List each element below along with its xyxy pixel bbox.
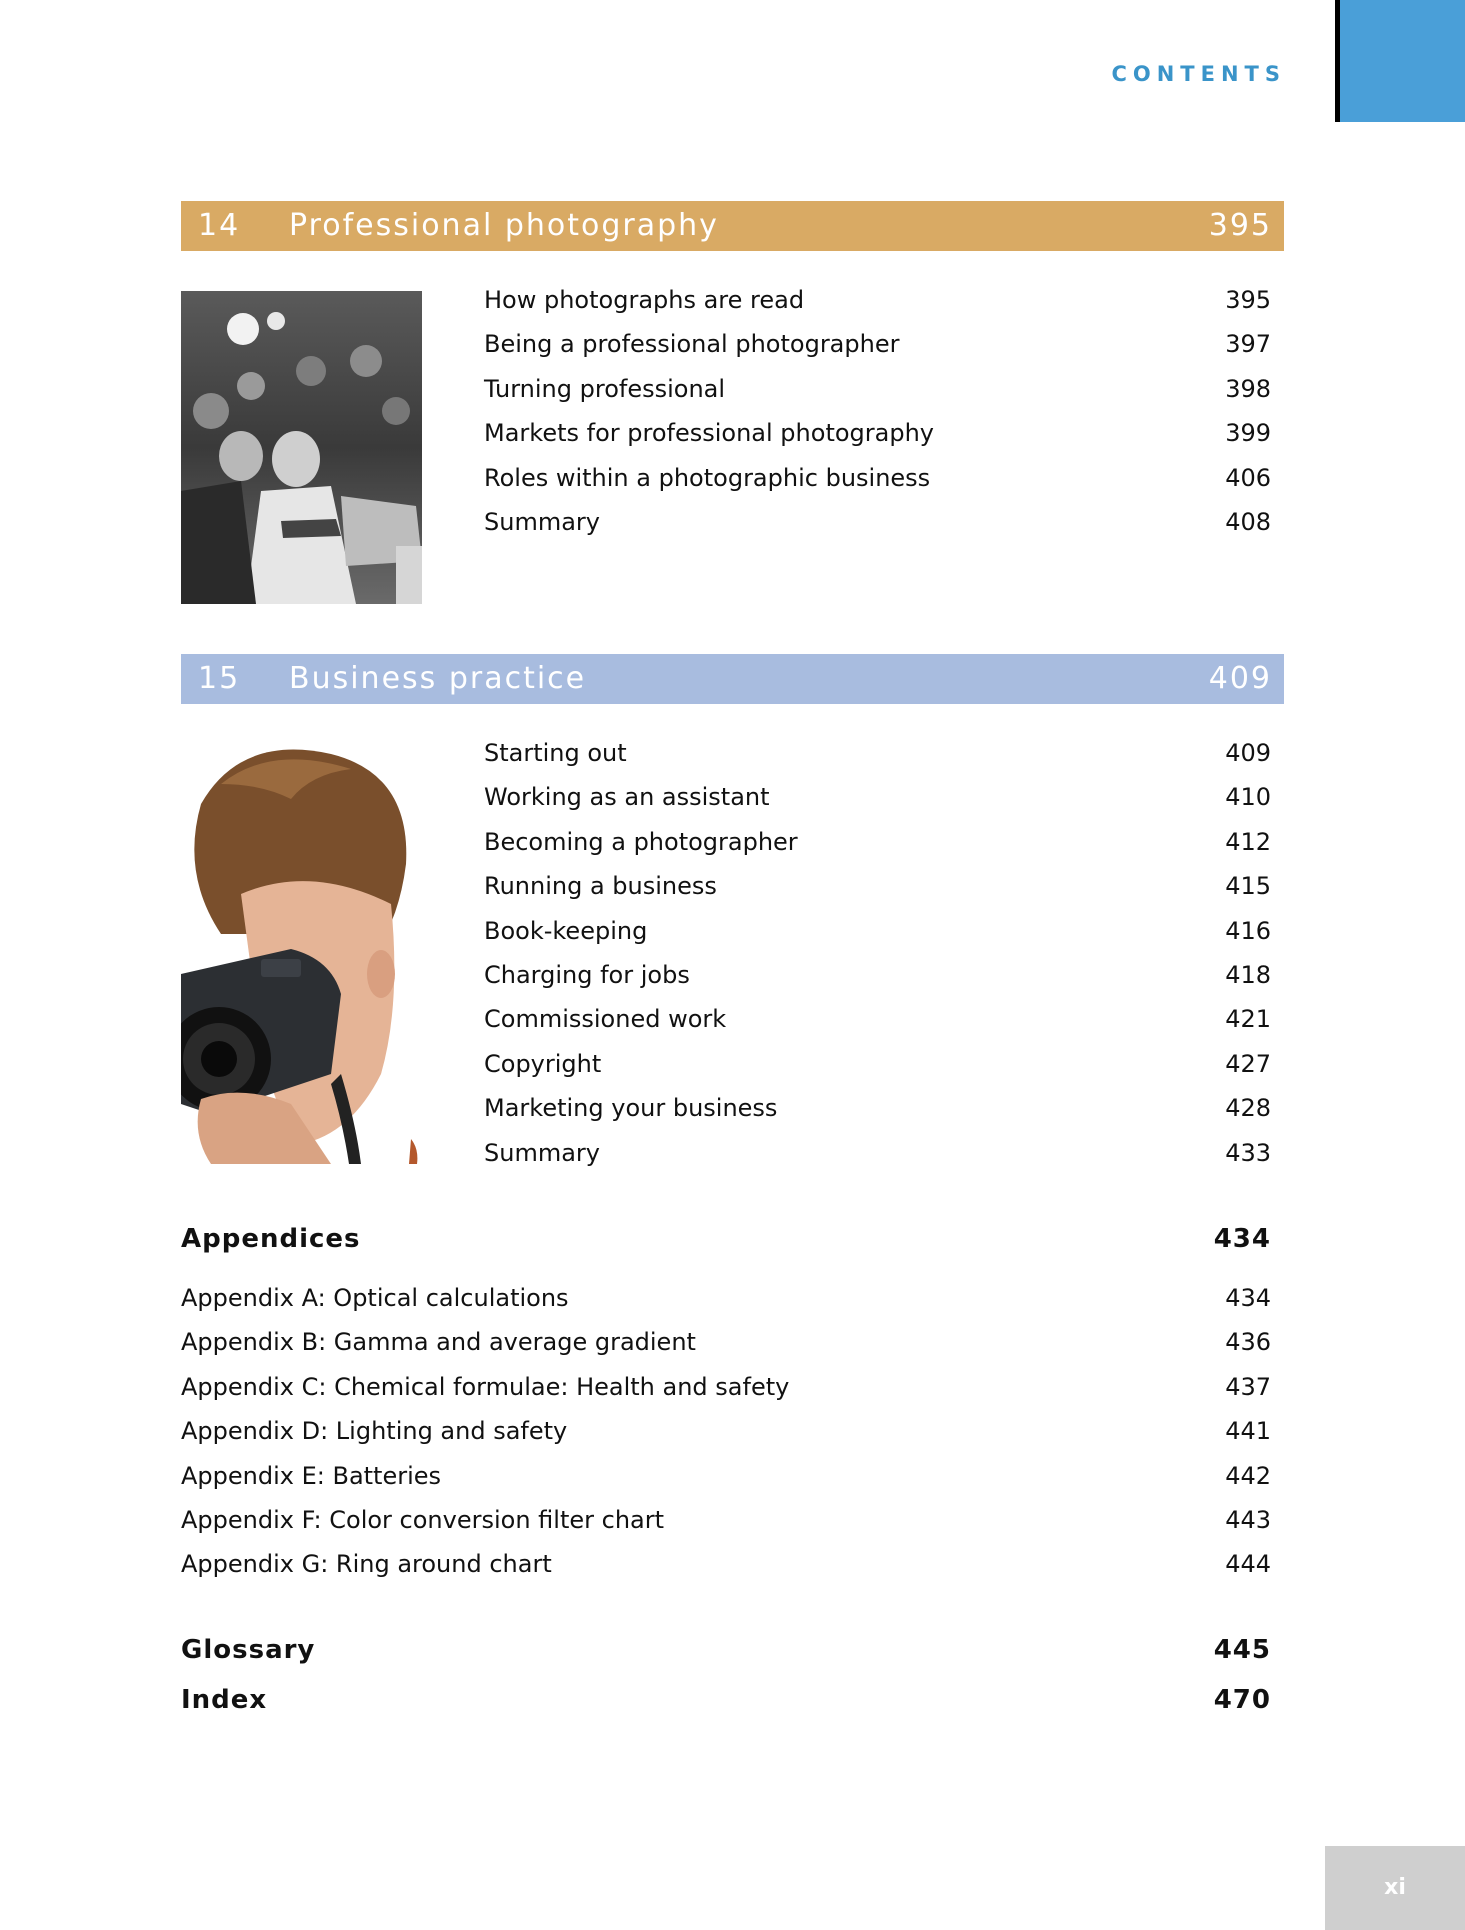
toc-entry[interactable]: Appendix C: Chemical formulae: Health and safety 437 [181,1372,1271,1401]
toc-entry[interactable]: Starting out 409 [484,739,1271,767]
press-conference-photo [181,291,422,604]
toc-entry[interactable]: Running a business 415 [484,872,1271,901]
chapter-14-entries [484,286,1271,552]
page-number: xi [1325,1846,1465,1930]
corner-color-tab [1335,0,1465,122]
chapter-15-entries [484,739,1271,1183]
chapter-14-bar[interactable] [181,201,1284,251]
toc-entry[interactable]: Being a professional photographer 397 [484,330,1271,359]
toc-entry[interactable]: Appendix B: Gamma and average gradient 436 [181,1328,1271,1357]
toc-entry[interactable]: Becoming a photographer 412 [484,827,1271,856]
toc-entry[interactable]: Summary 408 [484,507,1271,536]
toc-entry[interactable]: Roles within a photographic business 406 [484,463,1271,492]
toc-entry[interactable]: Markets for professional photography 399 [484,419,1271,448]
toc-entry[interactable]: How photographs are read 395 [484,286,1271,314]
toc-entry[interactable]: Turning professional 398 [484,374,1271,403]
toc-entry[interactable]: Appendix F: Color conversion filter chart 443 [181,1505,1271,1534]
toc-entry[interactable]: Appendix A: Optical calculations 434 [181,1284,1271,1312]
chapter-15-bar[interactable] [181,654,1284,704]
toc-entry[interactable]: Charging for jobs 418 [484,960,1271,989]
chapter-number: 15 [198,661,241,696]
appendix-entries [181,1284,1271,1595]
toc-entry[interactable]: Copyright 427 [484,1049,1271,1078]
chapter-title: Business practice [289,661,587,696]
chapter-page: 395 [1208,208,1272,243]
toc-entry[interactable]: Marketing your business 428 [484,1094,1271,1123]
toc-entry[interactable]: Appendix D: Lighting and safety 441 [181,1417,1271,1446]
chapter-number: 14 [198,208,241,243]
toc-entry[interactable]: Book-keeping 416 [484,916,1271,945]
running-head: CONTENTS [1111,62,1286,86]
photographer-with-camera-photo [181,744,422,1164]
toc-entry[interactable]: Summary 433 [484,1138,1271,1167]
toc-entry[interactable]: Commissioned work 421 [484,1005,1271,1034]
chapter-title: Professional photography [289,208,719,243]
toc-entry[interactable]: Appendix G: Ring around chart 444 [181,1550,1271,1579]
toc-entry[interactable]: Appendix E: Batteries 442 [181,1461,1271,1490]
toc-entry[interactable]: Working as an assistant 410 [484,783,1271,812]
chapter-page: 409 [1208,661,1272,696]
